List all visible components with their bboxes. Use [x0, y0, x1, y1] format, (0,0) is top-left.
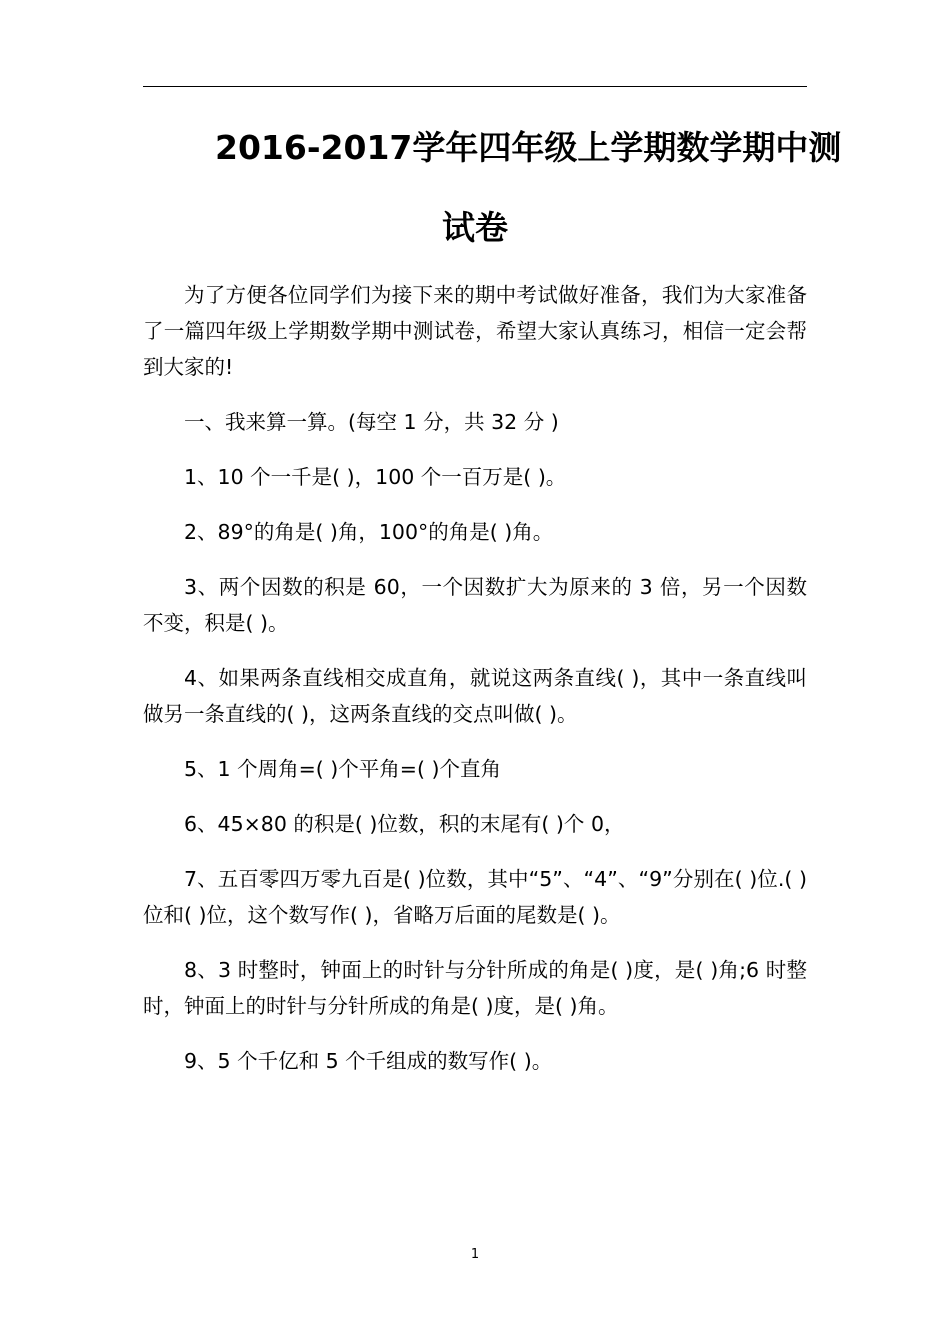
question-1: 1、10 个一千是( )，100 个一百万是( )。 — [184, 465, 567, 489]
question-8: 8、3 时整时，钟面上的时针与分针所成的角是( )度，是( )角;6 时整时，钟面上的时针与分针所成的角是( )度，是( )角。 — [143, 958, 807, 1018]
document-body — [143, 277, 807, 1079]
section-heading: 一、我来算一算。(每空 1 分，共 32 分 ) — [184, 410, 559, 434]
question-2: 2、89°的角是( )角，100°的角是( )角。 — [184, 520, 554, 544]
question-5: 5、1 个周角=( )个平角=( )个直角 — [184, 757, 501, 781]
header-rule — [143, 86, 807, 87]
document-title-line-1: 2016-2017学年四年级上学期数学期中测 — [215, 128, 842, 167]
question-4: 4、如果两条直线相交成直角，就说这两条直线( )，其中一条直线叫做另一条直线的( )，这两条直线的交点叫做( )。 — [143, 666, 807, 726]
question-7: 7、五百零四万零九百是( )位数，其中“5”、“4”、“9”分别在( )位.( ) 位和( )位，这个数写作( )，省略万后面的尾数是( )。 — [143, 867, 807, 927]
document-title-line-2: 试卷 — [442, 208, 508, 247]
question-3: 3、两个因数的积是 60，一个因数扩大为原来的 3 倍，另一个因数不变，积是( )。 — [143, 575, 807, 635]
page-number: 1 — [470, 1247, 480, 1262]
question-9: 9、5 个千亿和 5 个千组成的数写作( )。 — [184, 1049, 553, 1073]
intro-paragraph: 为了方便各位同学们为接下来的期中考试做好准备，我们为大家准备了一篇四年级上学期数学期中测试卷，希望大家认真练习，相信一定会帮到大家的! — [143, 283, 807, 379]
question-6: 6、45×80 的积是( )位数，积的末尾有( )个 0， — [184, 812, 625, 836]
